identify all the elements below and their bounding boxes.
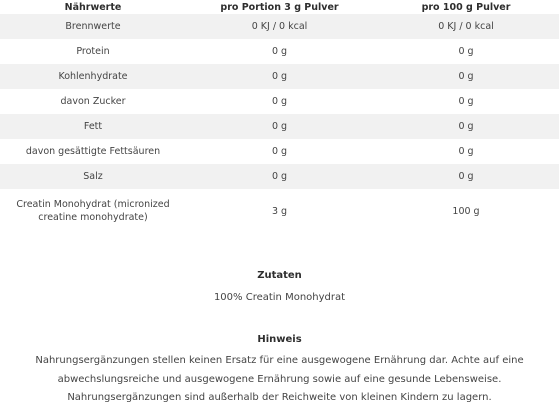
table-row [0, 89, 559, 114]
nutrient-name-line-1: Creatin Monohydrat (micronized [16, 199, 170, 210]
notice-title: Hinweis [257, 334, 302, 345]
value-per-portion: 3 g [186, 189, 373, 233]
value-per-portion: 0 g [186, 64, 373, 89]
table-row [0, 64, 559, 89]
ingredients-title: Zutaten [257, 270, 302, 281]
header-per-100g: pro 100 g Pulver [421, 2, 511, 13]
value-per-100g: 0 g [373, 39, 559, 64]
value-per-100g: 0 g [373, 114, 559, 139]
header-per-portion: pro Portion 3 g Pulver [220, 2, 339, 13]
value-per-100g: 0 KJ / 0 kcal [373, 14, 559, 39]
value-per-portion: 0 g [186, 114, 373, 139]
header-nutrients: Nährwerte [64, 2, 122, 13]
table-row [0, 189, 559, 233]
nutrient-name: Fett [0, 114, 186, 139]
table-header-row [0, 0, 559, 14]
value-per-100g: 0 g [373, 139, 559, 164]
nutrient-name: davon gesättigte Fettsäuren [0, 139, 186, 164]
value-per-portion: 0 g [186, 89, 373, 114]
nutrient-name: Brennwerte [0, 14, 186, 39]
table-row [0, 114, 559, 139]
table-row [0, 14, 559, 39]
notice-line-1: Nahrungsergänzungen stellen keinen Ersatz für eine ausgewogene Ernährung dar. Achte auf eine [35, 355, 524, 366]
nutrient-name [0, 189, 186, 233]
value-per-portion: 0 KJ / 0 kcal [186, 14, 373, 39]
table-row [0, 164, 559, 189]
nutrient-name: davon Zucker [0, 89, 186, 114]
value-per-100g: 0 g [373, 164, 559, 189]
table-row [0, 39, 559, 64]
table-row [0, 139, 559, 164]
notice-line-3: Nahrungsergänzungen sind außerhalb der Reichweite von kleinen Kindern zu lagern. [67, 392, 492, 403]
ingredients-text: 100% Creatin Monohydrat [213, 292, 346, 303]
nutrient-name: Salz [0, 164, 186, 189]
value-per-portion: 0 g [186, 164, 373, 189]
notice-text [0, 352, 559, 408]
value-per-100g: 0 g [373, 64, 559, 89]
value-per-portion: 0 g [186, 39, 373, 64]
value-per-100g: 0 g [373, 89, 559, 114]
notice-line-2: abwechslungsreiche und ausgewogene Ernährung sowie auf eine gesunde Lebensweise. [57, 373, 502, 385]
nutrient-name: Kohlenhydrate [0, 64, 186, 89]
value-per-portion: 0 g [186, 139, 373, 164]
nutrient-name-line-2: creatine monohydrate) [38, 212, 148, 223]
nutrient-name: Protein [0, 39, 186, 64]
value-per-100g: 100 g [373, 189, 559, 233]
